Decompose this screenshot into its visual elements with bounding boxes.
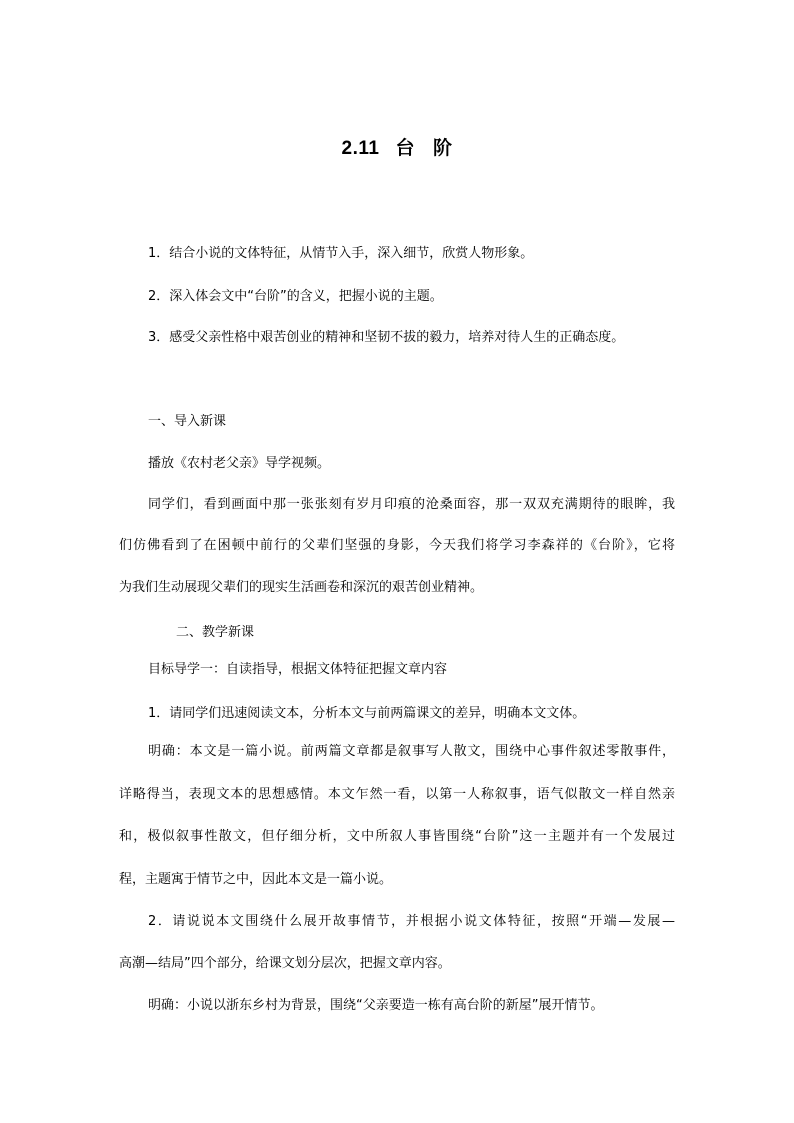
paragraph-intro-line-1: 同学们，看到画面中那一张张刻有岁月印痕的沧桑面容，那一双双充满期待的眼眸，我 [148, 497, 675, 512]
section-heading-intro: 一、导入新课 [148, 414, 227, 429]
answer-2: 明确：小说以浙东乡村为背景，围绕“父亲要造一栋有高台阶的新屋”展开情节。 [148, 998, 604, 1013]
answer-1-line-1: 明确：本文是一篇小说。前两篇文章都是叙事写人散文，围绕中心事件叙述零散事件， [148, 744, 675, 759]
guide-heading: 目标导学一：自读指导，根据文体特征把握文章内容 [148, 662, 448, 677]
objective-3: 3．感受父亲性格中艰苦创业的精神和坚韧不拔的毅力，培养对待人生的正确态度。 [148, 330, 625, 345]
title-number: 2.11 [341, 138, 380, 159]
paragraph-intro-line-2: 们仿佛看到了在困顿中前行的父辈们坚强的身影，今天我们将学习李森祥的《台阶》，它将 [119, 538, 675, 553]
objective-2: 2．深入体会文中“台阶”的含义，把握小说的主题。 [148, 289, 443, 304]
answer-1-line-3: 和，极似叙事性散文，但仔细分析，文中所叙人事皆围绕“台阶”这一主题并有一个发展过 [119, 829, 675, 844]
question-2-line-1: 2．请说说本文围绕什么展开故事情节，并根据小说文体特征，按照“开端—发展— [148, 914, 675, 929]
paragraph-video: 播放《农村老父亲》导学视频。 [148, 456, 331, 471]
section-heading-teaching: 二、教学新课 [176, 625, 255, 640]
question-2-line-2: 高潮—结局”四个部分，给课文划分层次，把握文章内容。 [119, 956, 451, 971]
answer-1-line-2: 详略得当，表现文本的思想感情。本文乍然一看，以第一人称叙事，语气似散文一样自然亲 [119, 787, 675, 802]
paragraph-intro-line-3: 为我们生动展现父辈们的现实生活画卷和深沉的艰苦创业精神。 [119, 580, 484, 595]
answer-1-line-4: 程，主题寓于情节之中，因此本文是一篇小说。 [119, 872, 393, 887]
page-title [0, 133, 794, 160]
question-1: 1．请同学们迅速阅读文本，分析本文与前两篇课文的差异，明确本文文体。 [148, 706, 586, 721]
title-char-2: 阶 [432, 138, 453, 159]
objective-1: 1．结合小说的文体特征，从情节入手，深入细节，欣赏人物形象。 [148, 246, 534, 261]
title-char-1: 台 [395, 138, 415, 159]
